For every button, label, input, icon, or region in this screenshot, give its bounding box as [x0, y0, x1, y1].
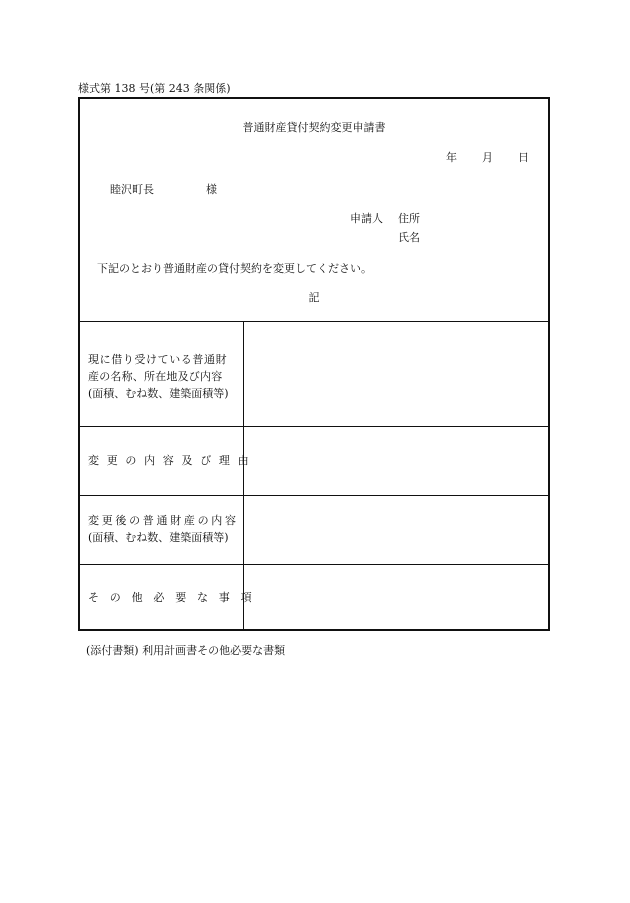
application-form: [78, 97, 550, 631]
attachment-note: (添付書類) 利用計画書その他必要な書類: [86, 644, 286, 657]
row-label-line: 産の名称、所在地及び内容: [88, 370, 223, 383]
applicant-label: 申請人: [350, 212, 383, 225]
row-label-line: 変更後の普通財産の内容: [88, 514, 239, 527]
row-label-line: 変更の内容及び理由: [88, 454, 257, 467]
addressee-name: 睦沢町長: [110, 183, 154, 196]
applicant-name-label: 氏名: [398, 231, 420, 244]
row-label-current-property: [88, 351, 229, 402]
column-divider: [243, 321, 244, 631]
row-label-line: 現に借り受けている普通財: [88, 353, 228, 366]
row-value-change-reason: [245, 427, 548, 495]
intro-text: 下記のとおり普通財産の貸付契約を変更してください。: [97, 262, 372, 275]
applicant-address-label: 住所: [398, 212, 420, 225]
row-label-line: (面積、むね数、建築面積等): [88, 531, 229, 544]
form-number: 様式第 138 号(第 243 条関係): [78, 82, 231, 95]
row-label-new-property: [88, 512, 239, 546]
form-title: 普通財産貸付契約変更申請書: [242, 121, 386, 134]
addressee-honorific: 様: [206, 183, 217, 196]
row-value-other-matters: [245, 565, 548, 631]
row-label-line: その他必要な事項: [88, 591, 263, 604]
row-label-change-reason: [88, 452, 256, 469]
ki-heading: 記: [308, 291, 320, 304]
table-top-rule: [80, 321, 548, 322]
date-day: 日: [518, 151, 529, 164]
row-label-line: (面積、むね数、建築面積等): [88, 387, 229, 400]
row-label-other-matters: [88, 589, 262, 606]
date-year: 年: [446, 151, 457, 164]
row-value-new-property: [245, 496, 548, 564]
date-month: 月: [482, 151, 493, 164]
row-value-current-property: [245, 323, 548, 426]
